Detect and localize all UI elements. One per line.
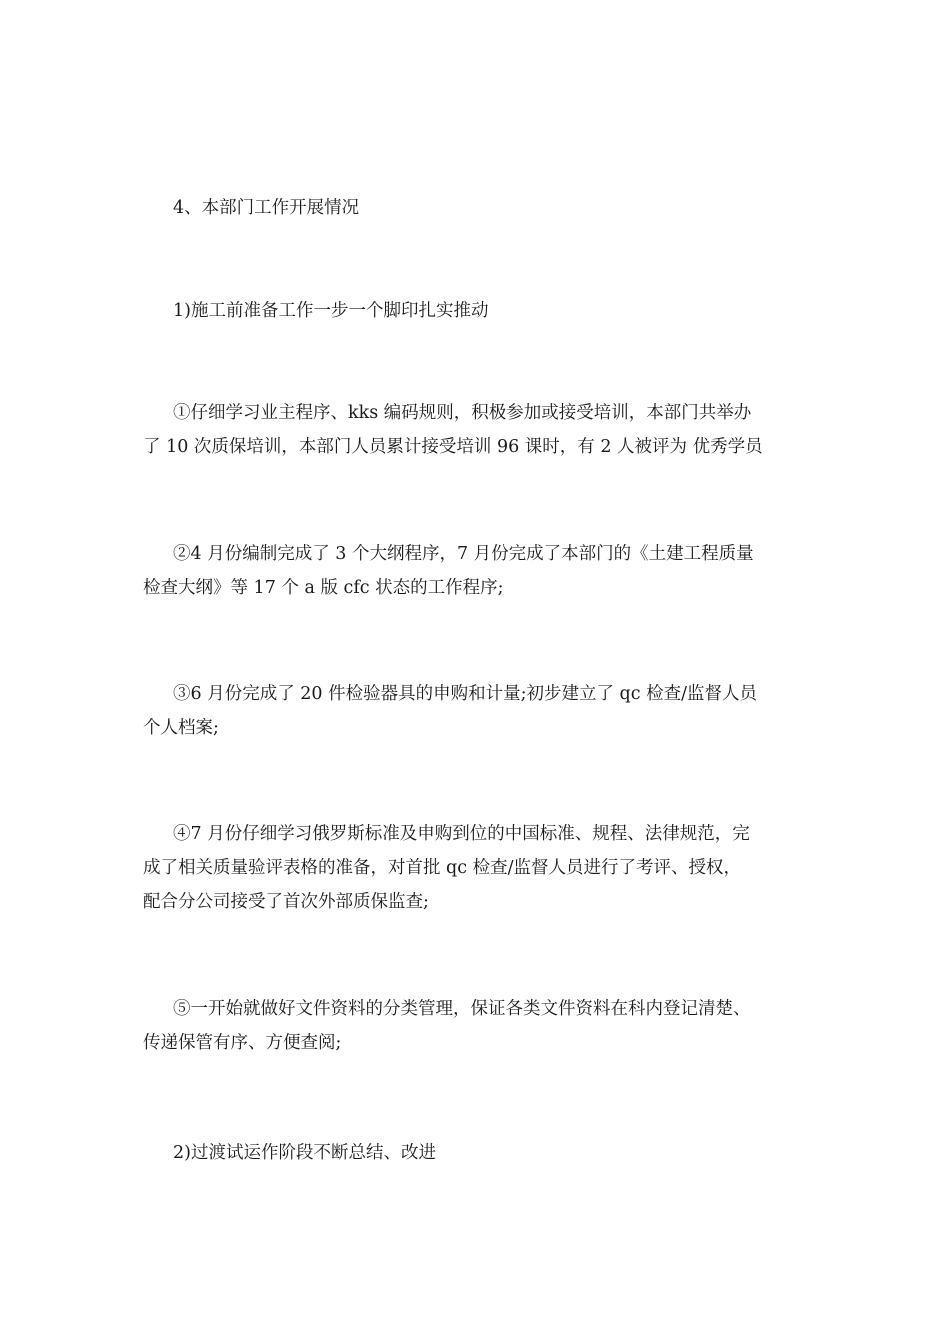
- subsection-1-text: 1)施工前准备工作一步一个脚印扎实推动: [173, 301, 489, 321]
- paragraph-item-5: [143, 992, 813, 1060]
- paragraph-item-2: [143, 537, 813, 605]
- paragraph-line: ④7 月份仔细学习俄罗斯标准及申购到位的中国标准、规程、法律规范，完: [173, 824, 750, 844]
- paragraph-line: ⑤一开始就做好文件资料的分类管理，保证各类文件资料在科内登记清楚、: [173, 999, 751, 1019]
- paragraph-line: 传递保管有序、方便查阅;: [143, 1033, 342, 1053]
- paragraph-line: 了 10 次质保培训，本部门人员累计接受培训 96 课时，有 2 人被评为 优秀学员: [143, 437, 763, 457]
- paragraph-line: ①仔细学习业主程序、kks 编码规则，积极参加或接受培训，本部门共举办: [173, 403, 752, 423]
- paragraph-line: 配合分公司接受了首次外部质保监查;: [143, 892, 429, 912]
- subsection-2-text: 2)过渡试运作阶段不断总结、改进: [173, 1143, 436, 1163]
- paragraph-line: ②4 月份编制完成了 3 个大纲程序，7 月份完成了本部门的《土建工程质量: [173, 544, 754, 564]
- paragraph-line: 检查大纲》等 17 个 a 版 cfc 状态的工作程序;: [143, 578, 504, 598]
- subsection-1-heading: [143, 294, 813, 328]
- paragraph-item-1: [143, 396, 813, 464]
- paragraph-line: 个人档案;: [143, 718, 219, 738]
- paragraph-line: 成了相关质量验评表格的准备，对首批 qc 检查/监督人员进行了考评、授权，: [143, 858, 742, 878]
- paragraph-item-3: [143, 677, 813, 745]
- subsection-2-heading: [143, 1136, 813, 1170]
- section-heading: [143, 191, 813, 225]
- paragraph-item-4: [143, 817, 813, 919]
- section-heading-text: 4、本部门工作开展情况: [173, 198, 360, 218]
- paragraph-line: ③6 月份完成了 20 件检验器具的申购和计量;初步建立了 qc 检查/监督人员: [173, 684, 758, 704]
